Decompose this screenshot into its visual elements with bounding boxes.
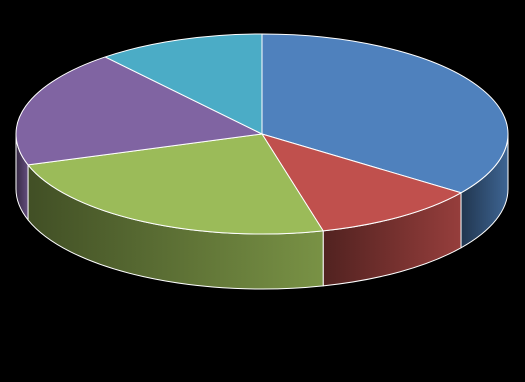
pie-top-layer — [16, 34, 508, 234]
